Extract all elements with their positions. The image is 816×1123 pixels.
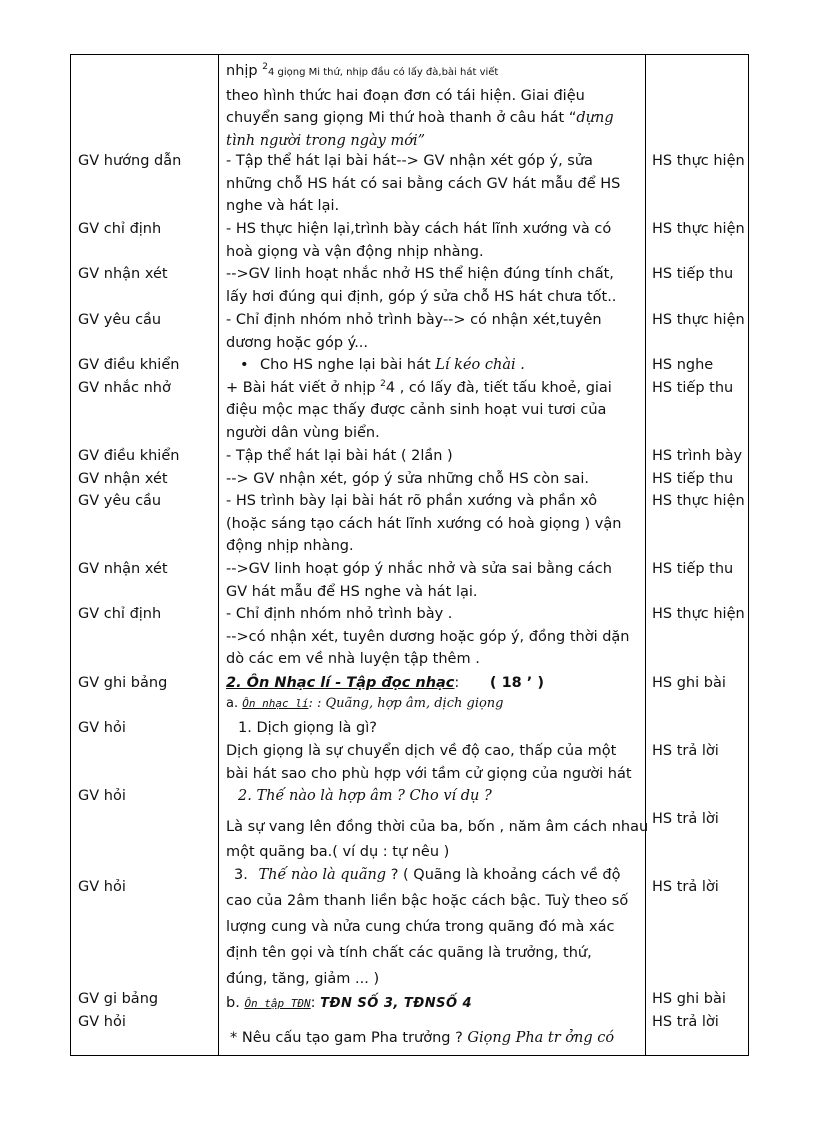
section-b-left: GV gi bảng GV hỏi [78, 991, 159, 1030]
row8-right: HS thực hiện [652, 606, 745, 622]
row3-mid: -->GV linh hoạt nhắc nhở HS thể hiện đúng tính chất, lấy hơi đúng qui định, góp ý sửa chỗ HS hát chưa tốt.. [226, 266, 617, 305]
a1: Dịch giọng là sự chuyển dịch về độ cao, thấp của một bài hát sao cho phù hợp với tầm cử giọng của người hát [226, 743, 632, 782]
row4-left: GV yêu cầu [78, 312, 162, 328]
row6-right: HS trình bày HS tiếp thu HS thực hiện [652, 448, 745, 509]
row5-left: GV điều khiển GV nhắc nhở [78, 357, 180, 396]
row6-mid: - Tập thể hát lại bài hát ( 2lần ) --> GV nhận xét, góp ý sửa những chỗ HS còn sai. - HS trình bày lại bài hát rõ phần xướng và phần xô (hoặc sáng tạo cách hát lĩnh xướng có hoà giọng ) vận động nhịp nhàng. [226, 448, 622, 554]
row5-right: HS nghe HS tiếp thu [652, 357, 734, 396]
section2-right: HS ghi bài [652, 675, 726, 691]
bullet-icon: • [240, 357, 249, 373]
row4-right: HS thực hiện [652, 312, 745, 328]
q1-left: GV hỏi [78, 720, 126, 736]
row3-right: HS tiếp thu [652, 266, 734, 282]
q2: 2. Thế nào là hợp âm ? Cho ví dụ ? [238, 788, 492, 804]
section2-a: a. Ôn nhạc lí: : Quãng, hợp âm, dịch giọng [226, 696, 504, 711]
row7-mid: -->GV linh hoạt góp ý nhắc nhở và sửa sai bằng cách GV hát mẫu để HS nghe và hát lại. [226, 561, 612, 600]
row8-mid: - Chỉ định nhóm nhỏ trình bày . -->có nhận xét, tuyên dương hoặc góp ý, đồng thời dặn dò các em về nhà luyện tập thêm . [226, 606, 630, 667]
q2-left: GV hỏi [78, 788, 126, 804]
table-border-top [70, 54, 749, 55]
q3-left: GV hỏi [78, 879, 126, 895]
row4-mid: - Chỉ định nhóm nhỏ trình bày--> có nhận xét,tuyên dương hoặc góp ý... [226, 312, 602, 351]
row7-right: HS tiếp thu [652, 561, 734, 577]
q3-right: HS trả lời [652, 879, 719, 895]
row2-left: GV chỉ định [78, 221, 162, 237]
row1-right: HS thực hiện [652, 153, 745, 169]
q1: 1. Dịch giọng là gì? [238, 720, 377, 736]
row2-right: HS thực hiện [652, 221, 745, 237]
section2-left: GV ghi bảng [78, 675, 168, 691]
row1-mid: - Tập thể hát lại bài hát--> GV nhận xét góp ý, sửa những chỗ HS hát có sai bằng cách GV hát mẫu để HS nghe và hát lại. [226, 153, 621, 214]
row7-left: GV nhận xét [78, 561, 168, 577]
last-line: * Nêu cấu tạo gam Pha trưởng ? Giọng Pha tr ởng có [230, 1030, 615, 1046]
row5-mid: • Cho HS nghe lại bài hát Lí kéo chài . + Bài hát viết ở nhịp $^2$4 , có lấy đà, tiết tấu khoẻ, giai điệu mộc mạc thấy được cảnh sinh hoạt vui tươi của người dân vùng biển. [226, 354, 612, 444]
table-border-left [70, 54, 71, 1056]
row8-left: GV chỉ định [78, 606, 162, 622]
table-border-bottom [70, 1055, 749, 1056]
table-divider-2 [645, 54, 646, 1056]
row3-left: GV nhận xét [78, 266, 168, 282]
section2-heading: 2. Ôn Nhạc lí - Tập đọc nhạc: ( 18 ’ ) [226, 675, 544, 691]
a1-right: HS trả lời [652, 743, 719, 759]
table-border-right [748, 54, 749, 1056]
row1-left: GV hướng dẫn [78, 153, 182, 169]
row6-left: GV điều khiển GV nhận xét GV yêu cầu [78, 448, 180, 509]
q3: 3. Thế nào là quãng ? ( Quãng là khoảng cách về độ cao của 2âm thanh liền bậc hoặc cách bậc. Tuỳ theo số lượng cung và nửa cung chứa trong quãng đó mà xác định tên gọi và tính chất các quãng là trưởng, thứ, đúng, tăng, giảm ... ) [226, 867, 629, 987]
a2-right: HS trả lời [652, 811, 719, 827]
table-divider-1 [218, 54, 219, 1056]
row0-mid: nhịp $^2$4 giọng Mi thứ, nhịp đầu có lấy đà,bài hát viết theo hình thức hai đoạn đơn có tái hiện. Giai điệu chuyển sang giọng Mi thứ hoà thanh ở câu hát “dựng tình người trong ngày mới” [226, 62, 614, 149]
a2: Là sự vang lên đồng thời của ba, bốn , năm âm cách nhau một quãng ba.( ví dụ : tự nêu ) [226, 819, 649, 860]
section-b-right: HS ghi bài HS trả lời [652, 991, 726, 1030]
row2-mid: - HS thực hiện lại,trình bày cách hát lĩnh xướng và có hoà giọng và vận động nhịp nhàng. [226, 221, 612, 260]
section-b-heading: b. Ôn tập TĐN: TĐN SỐ 3, TĐNSỐ 4 [226, 995, 473, 1011]
